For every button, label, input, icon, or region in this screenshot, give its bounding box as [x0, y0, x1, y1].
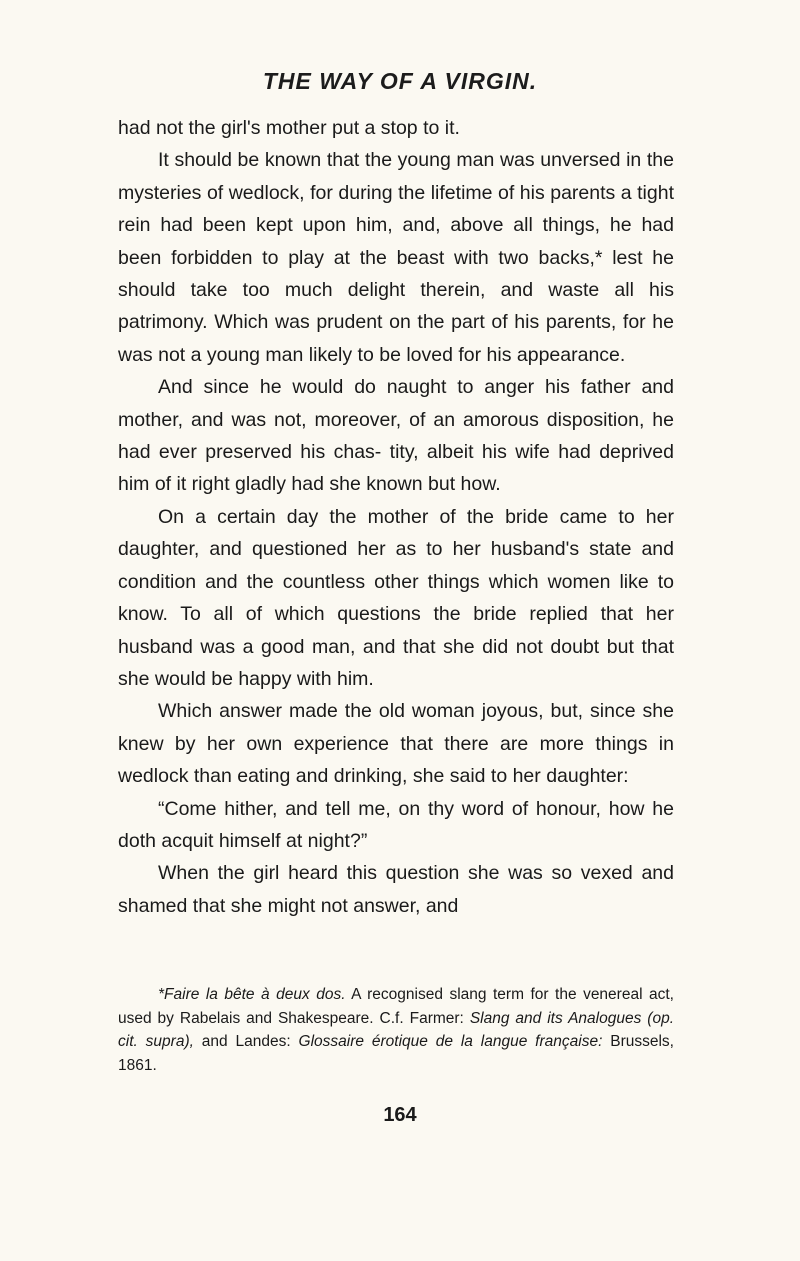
paragraph: When the girl heard this question she was so vexed and shamed that she might not answer, and	[118, 862, 674, 917]
footnote-work-title: Glossaire érotique de la langue française:	[298, 1033, 603, 1050]
footnote-text: A recognised slang term for the venereal act, used by Rabelais and Shakespeare. C.f. Farmer:	[118, 986, 674, 1027]
footnote-text: and Landes:	[193, 1033, 299, 1050]
footnote	[118, 983, 674, 1077]
running-title: THE WAY OF A VIRGIN.	[262, 68, 538, 94]
paragraph: had not the girl's mother put a stop to it.	[118, 117, 460, 139]
page-number: 164	[383, 1104, 417, 1126]
paragraph: And since he would do naught to anger his father and mother, and was not, moreover, of an amorous disposition, he had ever preserved his chas- tity, albeit his wife had deprived him of it right gladly had she known but how.	[118, 376, 674, 496]
paragraph: It should be known that the young man was unversed in the mysteries of wedlock, for during the lifetime of his parents a tight rein had been kept upon him, and, above all things, he had been forbidden to play at the beast with two backs,* lest he should take too much delight therein, and waste all his patrimony. Which was prudent on the part of his parents, for he was not a young man likely to be loved for his appearance.	[118, 149, 674, 366]
paragraph: On a certain day the mother of the bride came to her daughter, and questioned her as to her husband's state and condition and the countless other things which women like to know. To all of which questions the bride replied that her husband was a good man, and that she did not doubt but that she would be happy with him.	[118, 505, 674, 690]
paragraph: Which answer made the old woman joyous, but, since she knew by her own experience that there are more things in wedlock than eating and drinking, she said to her daughter:	[118, 700, 674, 788]
footnote-text: Brussels, 1861.	[118, 1033, 674, 1074]
paragraph: “Come hither, and tell me, on thy word of honour, how he doth acquit himself at night?”	[118, 797, 674, 852]
footnote-term: *Faire la bête à deux dos.	[158, 986, 346, 1003]
body-text	[118, 112, 674, 922]
footnote-work-title: Slang and its Analogues (op. cit. supra),	[118, 1009, 674, 1050]
